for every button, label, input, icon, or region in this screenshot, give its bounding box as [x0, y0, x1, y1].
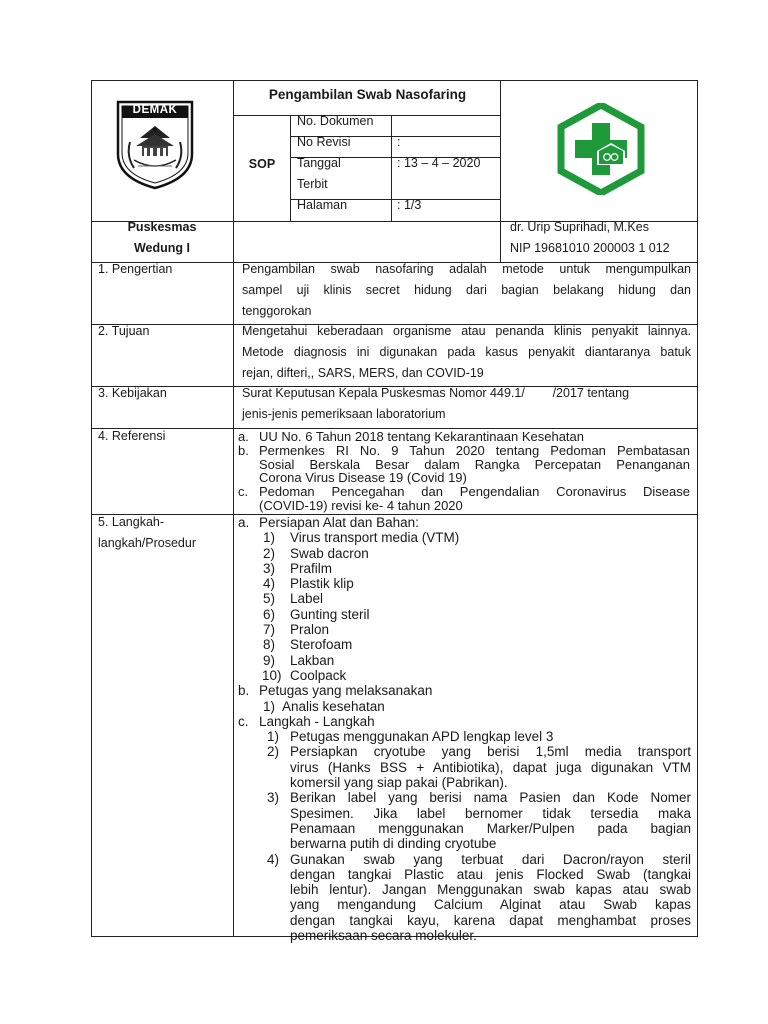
sop-label: SOP — [248, 157, 276, 171]
item-text: Prafilm — [290, 560, 333, 576]
item-number: 1) — [263, 530, 276, 546]
group-title: Langkah - Langkah — [259, 713, 375, 729]
document-title: Pengambilan Swab Nasofaring — [268, 87, 467, 102]
item-text: Swab dacron — [290, 545, 369, 561]
pengertian-text-line: Pengambilan swab nasofaring adalah metode untuk mengumpulkan — [242, 262, 691, 276]
tujuan-text-line: Mengetahui keberadaan organisme atau penanda klinis penyakit lainnya. — [242, 324, 691, 338]
list-item — [238, 530, 691, 545]
step-line: virus (Hanks BSS + Antibiotika), dapat juga digunakan VTM — [290, 759, 691, 775]
pengertian-text-line: tenggorokan — [242, 304, 312, 318]
referensi-marker: a. — [238, 429, 249, 444]
item-number: 7) — [263, 622, 276, 638]
referensi-line: Sosial Berskala Besar dalam Rangka Percepatan Penanganan — [259, 456, 690, 472]
tujuan-text-line: Metode diagnosis ini digunakan pada kasus penyakit diantaranya batuk — [242, 345, 691, 359]
table-border-right — [697, 80, 698, 937]
item-number: 8) — [263, 637, 276, 653]
meta-value-halaman: : 1/3 — [397, 198, 422, 212]
step-item — [238, 744, 691, 790]
section-label-prosedur-line1: 5. Langkah- — [98, 515, 165, 529]
step-line: yang mengandung Calcium Alginat atau Swab kapas — [290, 897, 691, 913]
group-marker: a. — [238, 515, 250, 530]
step-item — [238, 852, 691, 944]
item-text: Label — [290, 591, 324, 607]
section-label-tujuan: 2. Tujuan — [98, 324, 150, 338]
column-divider — [233, 80, 234, 937]
meta-value-tanggal-terbit: : 13 – 4 – 2020 — [397, 156, 481, 170]
step-line: pemeriksaan secara molekuler. — [290, 928, 477, 944]
list-item — [238, 699, 691, 714]
kemenkes-logo — [557, 103, 645, 195]
meta-label-halaman: Halaman — [297, 198, 348, 212]
meta-label-no-dokumen: No. Dokumen — [297, 114, 374, 128]
org-name-line1: Puskesmas — [127, 220, 197, 234]
step-line: Berikan label yang berisi nama Pasien dan Kode Nomer — [290, 790, 691, 806]
item-text: Plastik klip — [290, 576, 354, 592]
referensi-marker: b. — [238, 442, 249, 458]
signer-nip: NIP 19681010 200003 1 012 — [510, 241, 670, 255]
list-item — [238, 607, 691, 622]
prosedur-group-c — [238, 714, 691, 729]
step-item — [238, 790, 691, 851]
item-number: 2) — [267, 744, 280, 760]
referensi-line: Pedoman Pencegahan dan Pengendalian Coronavirus Disease — [259, 484, 690, 500]
referensi-marker: c. — [238, 484, 249, 500]
group-title: Persiapan Alat dan Bahan: — [259, 515, 419, 530]
step-line: Petugas menggunakan APD lengkap level 3 — [290, 729, 554, 745]
kebijakan-text-line: Surat Keputusan Kepala Puskesmas Nomor 449.1/ /2017 tentang — [242, 386, 630, 400]
group-marker: c. — [238, 713, 249, 729]
list-item — [238, 637, 691, 652]
signer-name: dr. Urip Suprihadi, M.Kes — [510, 220, 649, 234]
list-item — [238, 622, 691, 637]
referensi-list — [238, 430, 690, 513]
referensi-line: (COVID-19) revisi ke- 4 tahun 2020 — [259, 497, 463, 513]
list-item — [238, 653, 691, 668]
item-number: 9) — [263, 652, 276, 668]
group-title: Petugas yang melaksanakan — [259, 683, 433, 699]
prosedur-group-b — [238, 683, 691, 698]
referensi-line: Corona Virus Disease 19 (Covid 19) — [259, 470, 467, 486]
referensi-line: UU No. 6 Tahun 2018 tentang Kekarantinaan Kesehatan — [259, 429, 584, 444]
list-item — [238, 576, 691, 591]
item-number: 4) — [263, 576, 276, 592]
header-divider-sop — [290, 115, 291, 221]
item-text: Sterofoam — [290, 637, 353, 653]
prosedur-list — [238, 515, 691, 943]
meta-label-no-revisi: No Revisi — [297, 135, 351, 149]
kebijakan-text-line: jenis-jenis pemeriksaan laboratorium — [242, 407, 446, 421]
section-label-referensi: 4. Referensi — [98, 429, 166, 443]
item-text: Pralon — [290, 622, 330, 638]
tujuan-text-line: rejan, difteri,, SARS, MERS, dan COVID-19 — [242, 366, 484, 380]
step-line: Spesimen. Jika label bernomer tidak tersedia maka — [290, 805, 691, 821]
section-label-prosedur-line2: langkah/Prosedur — [98, 536, 196, 550]
item-number: 5) — [263, 591, 276, 607]
step-line: dengan tangkai Plastic atau jenis Flocked Swab (tangkai — [290, 866, 691, 882]
section-label-pengertian: 1. Pengertian — [98, 262, 173, 276]
meta-label-terbit: Terbit — [297, 177, 328, 191]
prosedur-group-a — [238, 515, 691, 530]
list-item — [238, 591, 691, 606]
item-text: Coolpack — [290, 667, 347, 683]
item-number: 3) — [263, 560, 276, 576]
logo-text: DEMAK — [132, 104, 178, 116]
referensi-line: Permenkes RI No. 9 Tahun 2020 tentang Pedoman Pembatasan — [259, 442, 690, 458]
list-item — [238, 546, 691, 561]
step-line: dengan tangkai kayu, karena dapat menghambat proses — [290, 912, 691, 928]
item-number: 3) — [267, 790, 280, 806]
pengertian-text-line: sampel uji klinis secret hidung dari bagian belakang hidung dan — [242, 283, 691, 297]
item-number: 2) — [263, 545, 276, 561]
step-line: Persiapkan cryotube yang berisi 1,5ml media transport — [290, 744, 691, 760]
table-border-top — [91, 80, 698, 81]
step-line: komersil yang siap pakai (Pabrikan). — [290, 775, 508, 791]
step-line: berwarna putih di dinding cryotube — [290, 836, 497, 852]
referensi-item — [238, 444, 690, 485]
item-text: Analis kesehatan — [282, 698, 385, 714]
step-item — [238, 729, 691, 744]
step-line: Penamaan menggunakan Marker/Pulpen pada bagian — [290, 820, 691, 836]
item-number: 4) — [267, 851, 280, 867]
meta-label-tanggal: Tanggal — [297, 156, 341, 170]
item-text: Virus transport media (VTM) — [290, 530, 460, 546]
org-name-line2: Wedung I — [133, 241, 190, 255]
referensi-item — [238, 485, 690, 513]
meta-value-no-revisi: : — [397, 135, 401, 149]
item-text: Gunting steril — [290, 606, 370, 622]
demak-seal-logo — [112, 98, 198, 190]
step-line: lebih lentur). Jangan Menggunakan swab kapas atau swab — [290, 882, 691, 898]
list-item — [238, 668, 691, 683]
group-marker: b. — [238, 683, 250, 699]
item-number: 1) — [263, 698, 276, 714]
list-item — [238, 561, 691, 576]
section-label-kebijakan: 3. Kebijakan — [98, 386, 167, 400]
referensi-item — [238, 430, 690, 444]
item-text: Lakban — [290, 652, 335, 668]
step-line: Gunakan swab yang terbuat dari Dacron/rayon steril — [290, 851, 691, 867]
header-divider-meta — [391, 115, 392, 221]
item-number: 6) — [263, 606, 276, 622]
item-number: 10) — [262, 667, 282, 683]
header-divider-right — [500, 80, 501, 262]
item-number: 1) — [267, 729, 280, 745]
table-border-left — [91, 80, 92, 937]
